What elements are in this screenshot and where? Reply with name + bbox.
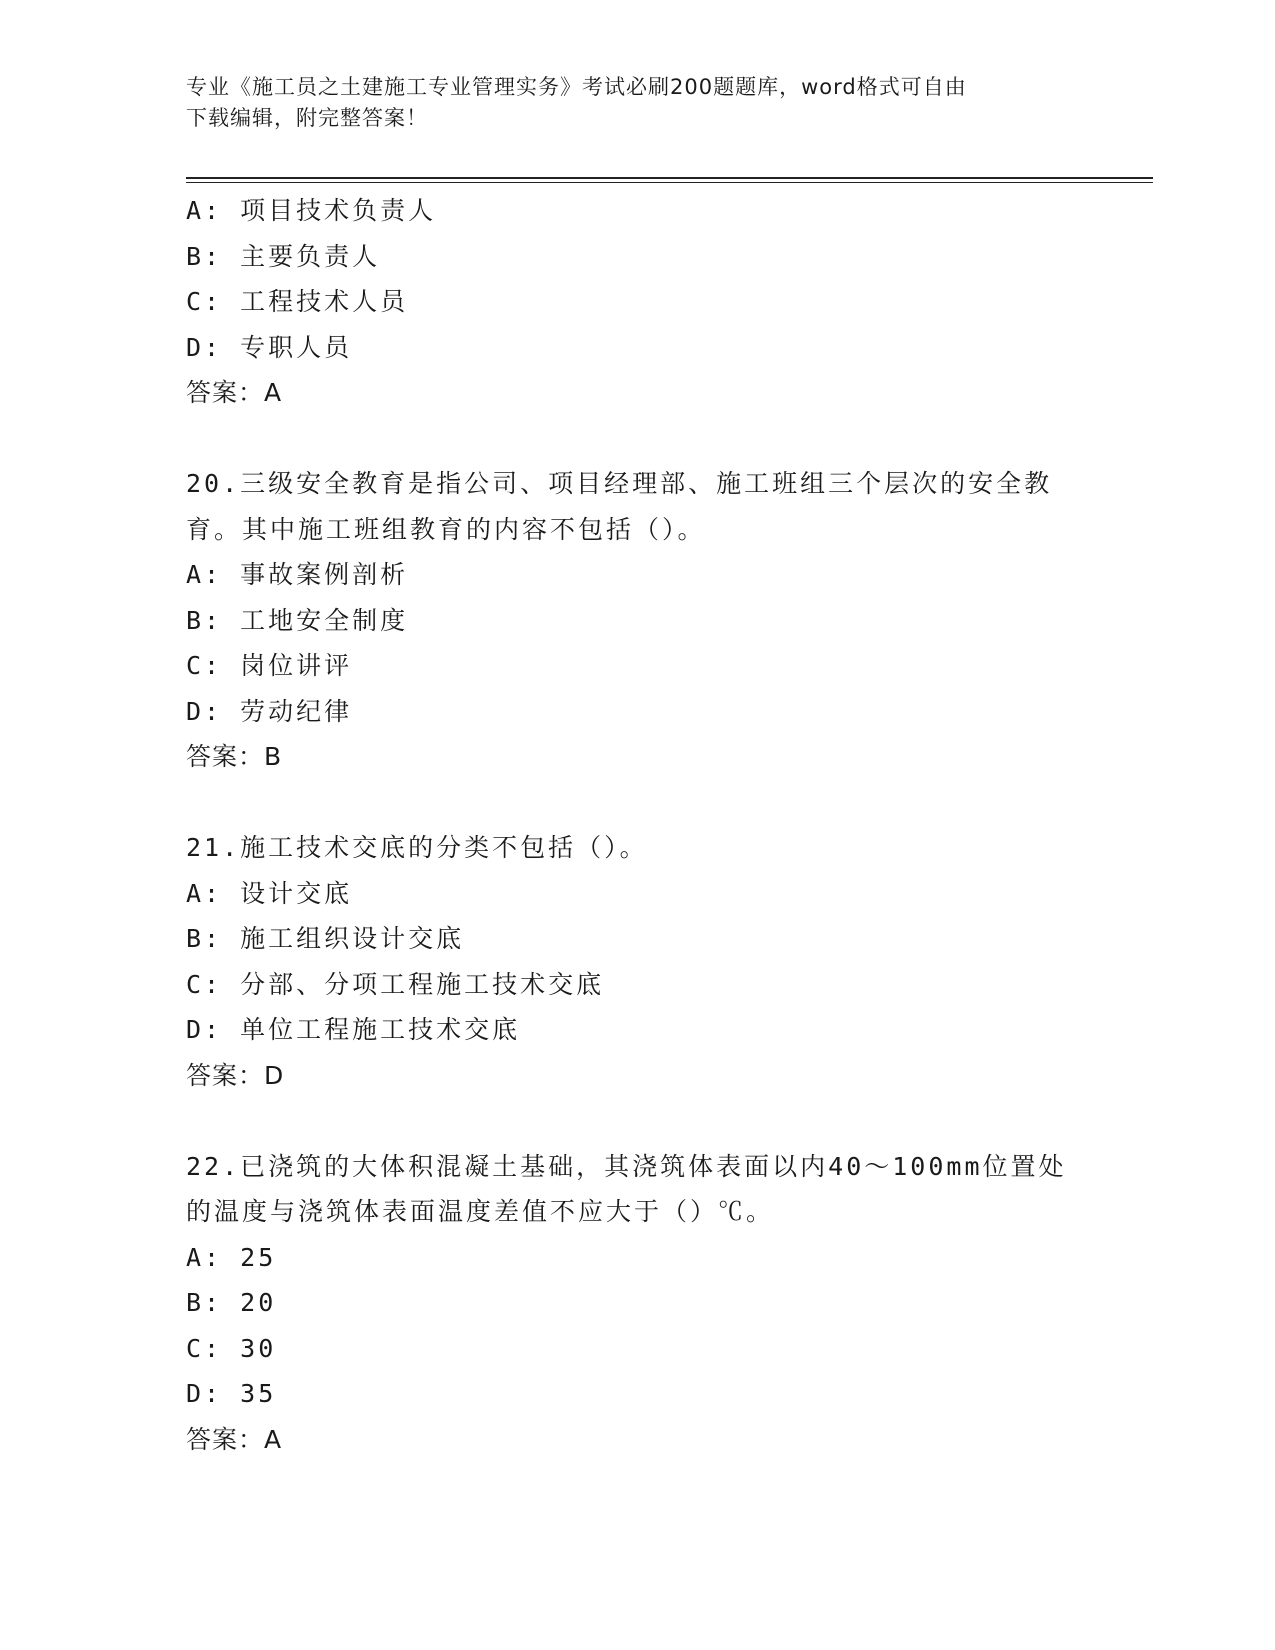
question-stem-line: 的温度与浇筑体表面温度差值不应大于（）℃。 <box>186 1197 775 1226</box>
option-c: C: 岗位讲评 <box>186 651 353 680</box>
option-b: B: 工地安全制度 <box>186 605 409 635</box>
option-a: A: 25 <box>186 1242 277 1272</box>
header-line-1: 专业《施工员之土建施工专业管理实务》考试必刷200题题库，word格式可自由 <box>186 75 967 99</box>
question-stem-line: 21.施工技术交底的分类不包括（）。 <box>186 833 648 862</box>
option-b: B: 施工组织设计交底 <box>186 924 465 953</box>
option-d: D: 劳动纪律 <box>186 696 353 726</box>
option-c: C: 工程技术人员 <box>186 287 409 316</box>
option-d: D: 35 <box>186 1379 277 1408</box>
question-stem-line: 22.已浇筑的大体积混凝土基础，其浇筑体表面以内40～100mm位置处 <box>186 1151 1067 1181</box>
option-b: B: 20 <box>186 1288 277 1317</box>
question-block-22 <box>186 1144 1086 1463</box>
option-a: A: 项目技术负责人 <box>186 196 437 225</box>
option-d: D: 单位工程施工技术交底 <box>186 1015 521 1044</box>
answer-line: 答案：B <box>186 742 283 771</box>
document-header <box>186 72 1066 134</box>
question-block-21 <box>186 825 1086 1098</box>
option-a: A: 事故案例剖析 <box>186 560 409 589</box>
answer-line: 答案：D <box>186 1060 285 1090</box>
answer-line: 答案：A <box>186 1424 283 1454</box>
header-divider-thin <box>186 182 1153 183</box>
header-line-2: 下载编辑，附完整答案！ <box>186 106 428 130</box>
question-block-19 <box>186 188 1086 416</box>
question-block-20 <box>186 461 1086 780</box>
option-b: B: 主要负责人 <box>186 241 381 271</box>
option-c: C: 30 <box>186 1333 277 1363</box>
header-divider-thick <box>186 177 1153 179</box>
question-list <box>186 188 1086 1462</box>
answer-line: 答案：A <box>186 378 283 407</box>
option-c: C: 分部、分项工程施工技术交底 <box>186 969 605 999</box>
question-stem-line: 20.三级安全教育是指公司、项目经理部、施工班组三个层次的安全教 <box>186 469 1053 498</box>
option-d: D: 专职人员 <box>186 332 353 362</box>
question-stem-line: 育。其中施工班组教育的内容不包括（）。 <box>186 514 706 544</box>
option-a: A: 设计交底 <box>186 878 353 908</box>
